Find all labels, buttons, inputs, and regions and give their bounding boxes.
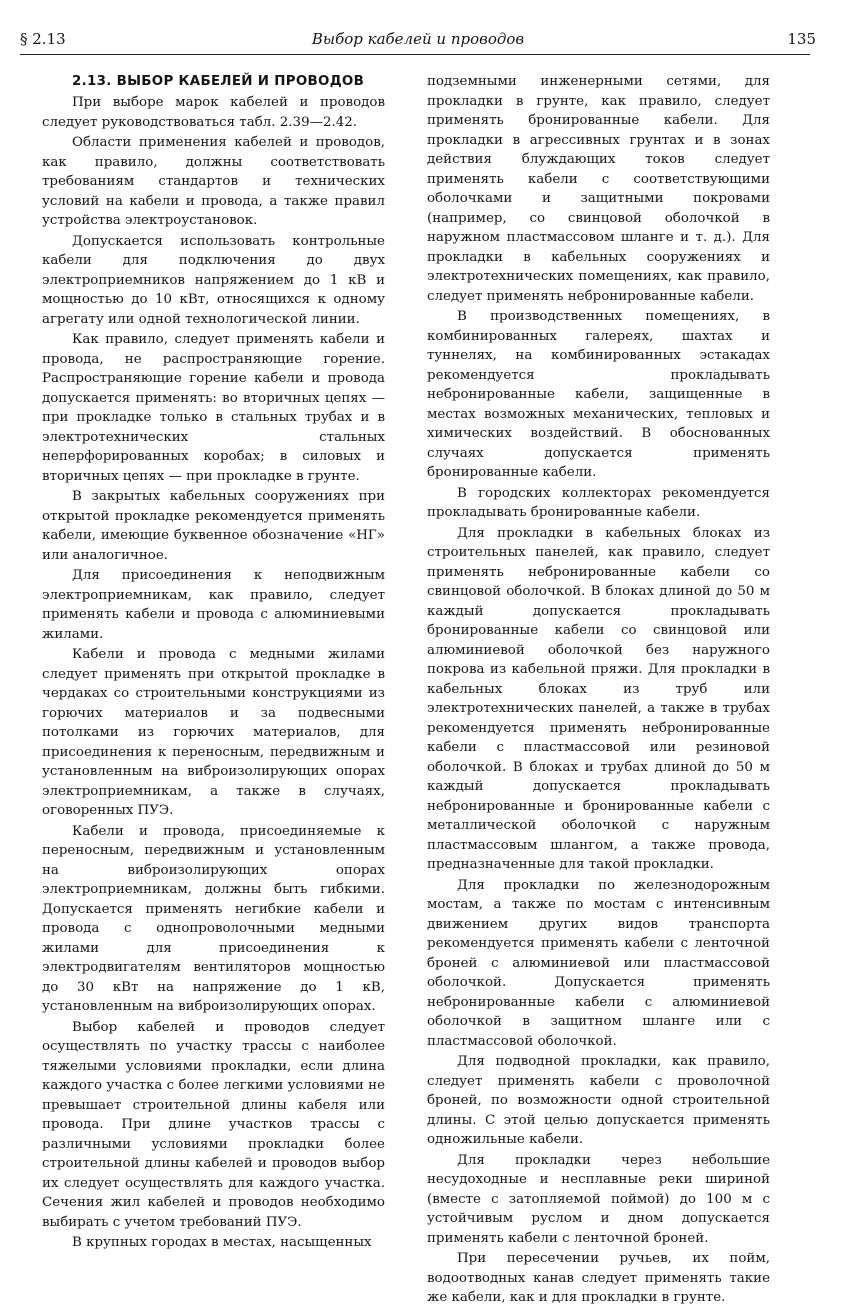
paragraph: Кабели и провода, присоединяемые к переносным, передвижным и установленным на виброизолирующих опорах электроприемникам, должны быть гибкими. Допускается применять негибкие кабели и провода с однопроволочными медными жилами для присоединения к электродвигателям вентиляторов мощностью до 30 кВт на напряжение до 1 кВ, установленным на виброизолирующих опорах. xyxy=(42,823,385,1014)
page-number: 135 xyxy=(787,30,816,48)
paragraph: В закрытых кабельных сооружениях при открытой прокладке рекомендуется применять кабели, имеющие буквенное обозначение «НГ» или аналогичное. xyxy=(42,489,385,563)
paragraph: В производственных помещениях, в комбинированных галереях, шахтах и туннелях, на комбинированных эстакадах рекомендуется прокладывать небронированные кабели, защищенные в местах возможных механических, тепловых и химических воздействий. В обоснованных случаях допускается применять бронированные кабели. xyxy=(427,309,770,480)
paragraph: Для подводной прокладки, как правило, следует применять кабели с проволочной броней, по возможности одной строительной длины. С этой целью допускается применять одножильные кабели. xyxy=(427,1054,770,1147)
paragraph: Для прокладки в кабельных блоках из строительных панелей, как правило, следует применять небронированные кабели со свинцовой оболочкой. В блоках длиной до 50 м каждый допускается прокладывать бронированные кабели со свинцовой или алюминиевой оболочкой без наружного покрова из кабельной пряжи. Для прокладки в кабельных блоках из труб или электротехнических панелей, а также в трубах рекомендуется применять небронированные кабели с пластмассовой или резиновой оболочкой. В блоках и трубах длиной до 50 м каждый допускается прокладывать небронированные и бронированные кабели с металлической оболочкой с наружным пластмассовым шлангом, а также провода, предназначенные для такой прокладки. xyxy=(427,525,770,872)
paragraph: Для присоединения к неподвижным электроприемникам, как правило, следует применять кабели и провода с алюминиевыми жилами. xyxy=(42,568,385,642)
paragraph: При выборе марок кабелей и проводов следует руководствоваться табл. 2.39—2.42. xyxy=(42,95,385,130)
paragraph: Как правило, следует применять кабели и провода, не распространяющие горение. Распространяющие горение кабели и провода допускается применять: во вторичных цепях — при прокладке только в стальных трубах и в электротехнических стальных неперфорированных коробах; в силовых и вторичных цепях — при прокладке в грунте. xyxy=(42,332,385,484)
section-number: § 2.13 xyxy=(20,30,66,48)
paragraph-continued: подземными инженерными сетями, для прокладки в грунте, как правило, следует применять бронированные кабели. Для прокладки в агрессивных грунтах и в зонах действия блуждающих токов следует применять кабели с соответствующими оболочками и защитными покровами (например, со свинцовой оболочкой в наружном пластмассовом шланге и т. д.). Для прокладки в кабельных сооружениях и электротехнических помещениях, как правило, следует применять небронированные кабели. xyxy=(427,74,770,304)
right-column xyxy=(427,72,770,1309)
paragraph: Для прокладки через небольшие несудоходные и несплавные реки шириной (вместе с затопляемой поймой) до 100 м с устойчивым руслом и дном допускается применять кабели с ленточной броней. xyxy=(427,1152,770,1246)
paragraph: Для прокладки по железнодорожным мостам, а также по мостам с интенсивным движением других видов транспорта рекомендуется применять кабели с ленточной броней с алюминиевой или пластмассовой оболочкой. Допускается применять небронированные кабели с алюминиевой оболочкой в защитном шланге или с пластмассовой оболочкой. xyxy=(427,877,770,1049)
paragraph: При пересечении ручьев, их пойм, водоотводных канав следует применять такие же кабели, как и для прокладки в грунте. xyxy=(427,1251,770,1305)
paragraph: Кабели и провода с медными жилами следует применять при открытой прокладке в чердаках со строительными конструкциями из горючих материалов и за подвесными потолками из горючих материалов, для присоединения к переносным, передвижным и установленным на виброизолирующих опорах электроприемникам, а также в случаях, оговоренных ПУЭ. xyxy=(42,647,385,818)
paragraph: Выбор кабелей и проводов следует осуществлять по участку трассы с наиболее тяжелыми условиями прокладки, если длина каждого участка с более легкими условиями не превышает строительной длины кабеля или провода. При длине участков трассы с различными условиями прокладки более строительной длины кабелей и проводов выбор их следует осуществлять для каждого участка. Сечения жил кабелей и проводов необходимо выбирать с учетом требований ПУЭ. xyxy=(42,1019,385,1230)
section-title: 2.13. ВЫБОР КАБЕЛЕЙ И ПРОВОДОВ xyxy=(72,74,365,89)
header-rule xyxy=(20,54,810,55)
paragraph: Допускается использовать контрольные кабели для подключения до двух электроприемников напряжением до 1 кВ и мощностью до 10 кВт, относящихся к одному агрегату или одной технологической линии. xyxy=(42,233,385,327)
running-title: Выбор кабелей и проводов xyxy=(311,30,525,48)
left-column xyxy=(42,72,385,1254)
running-header xyxy=(20,30,816,52)
paragraph: В крупных городах в местах, насыщенных xyxy=(72,1235,372,1250)
paragraph: Области применения кабелей и проводов, как правило, должны соответствовать требованиям стандартов и технических условий на кабели и провода, а также правил устройства электроустановок. xyxy=(42,135,385,228)
paragraph: В городских коллекторах рекомендуется прокладывать бронированные кабели. xyxy=(427,485,770,520)
